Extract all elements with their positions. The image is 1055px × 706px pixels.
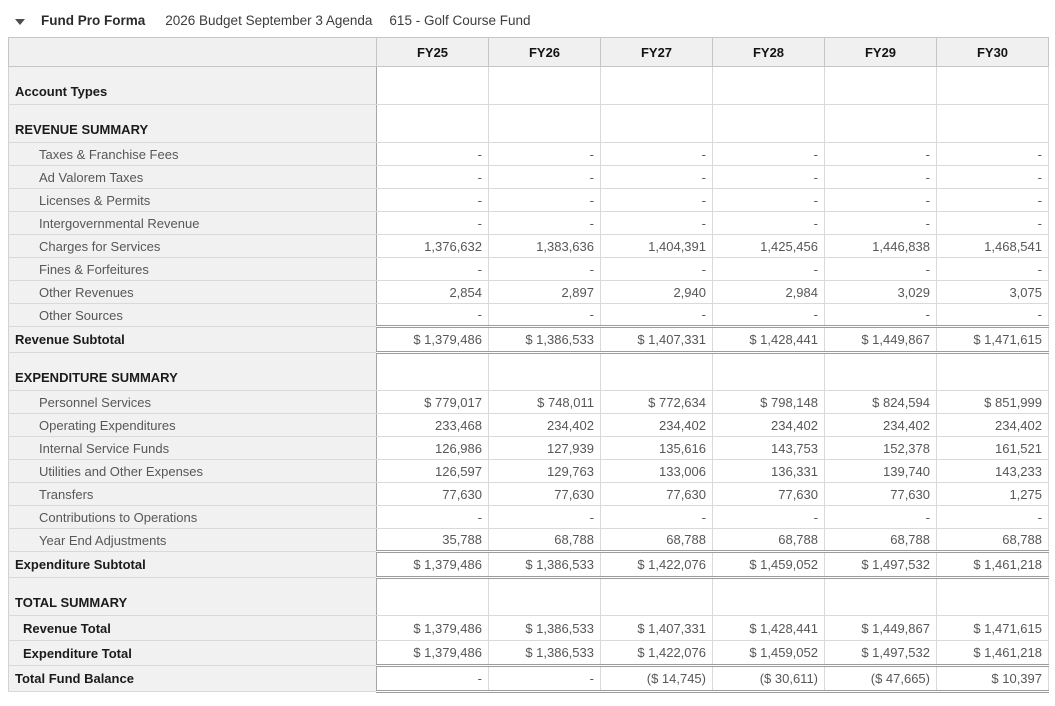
value-cell: 133,006	[601, 460, 713, 483]
value-cell: -	[937, 212, 1049, 235]
value-cell	[601, 105, 713, 143]
value-cell	[713, 67, 825, 105]
table-header	[9, 38, 1049, 67]
value-cell: $ 1,461,218	[937, 641, 1049, 666]
value-cell: -	[713, 258, 825, 281]
value-cell	[825, 578, 937, 616]
value-cell: 139,740	[825, 460, 937, 483]
value-cell: 2,897	[489, 281, 601, 304]
value-cell: 1,383,636	[489, 235, 601, 258]
value-cell: -	[601, 506, 713, 529]
value-cell: 1,376,632	[377, 235, 489, 258]
value-cell: -	[601, 258, 713, 281]
row-label: Charges for Services	[9, 235, 377, 258]
value-cell	[937, 578, 1049, 616]
value-cell: -	[713, 143, 825, 166]
fiscal-year-column-header: FY30	[937, 38, 1049, 67]
value-cell: 161,521	[937, 437, 1049, 460]
value-cell: 68,788	[937, 529, 1049, 552]
row-label: Other Revenues	[9, 281, 377, 304]
value-cell: 68,788	[825, 529, 937, 552]
table-row	[9, 641, 1049, 666]
value-cell: 2,984	[713, 281, 825, 304]
value-cell: -	[825, 258, 937, 281]
value-cell: $ 1,459,052	[713, 552, 825, 578]
value-cell: 234,402	[489, 414, 601, 437]
value-cell: -	[489, 212, 601, 235]
value-cell: -	[825, 506, 937, 529]
table-row	[9, 189, 1049, 212]
row-label: Transfers	[9, 483, 377, 506]
value-cell	[825, 353, 937, 391]
value-cell: 1,275	[937, 483, 1049, 506]
pro-forma-table	[8, 37, 1049, 693]
value-cell	[601, 353, 713, 391]
value-cell: $ 1,471,615	[937, 327, 1049, 353]
row-label: Internal Service Funds	[9, 437, 377, 460]
value-cell: -	[377, 304, 489, 327]
row-label: Expenditure Total	[9, 641, 377, 666]
value-cell: -	[601, 304, 713, 327]
value-cell: -	[489, 258, 601, 281]
value-cell: $ 1,449,867	[825, 327, 937, 353]
value-cell	[825, 67, 937, 105]
value-cell	[713, 353, 825, 391]
value-cell: -	[825, 189, 937, 212]
value-cell: -	[377, 189, 489, 212]
value-cell: -	[825, 304, 937, 327]
value-cell: -	[713, 304, 825, 327]
fiscal-year-column-header: FY29	[825, 38, 937, 67]
table-row	[9, 391, 1049, 414]
value-cell: -	[601, 189, 713, 212]
value-cell: 1,468,541	[937, 235, 1049, 258]
table-row	[9, 258, 1049, 281]
row-label: Year End Adjustments	[9, 529, 377, 552]
value-cell: $ 1,407,331	[601, 327, 713, 353]
value-cell: 77,630	[825, 483, 937, 506]
value-cell: -	[825, 166, 937, 189]
value-cell: -	[937, 506, 1049, 529]
value-cell: 126,986	[377, 437, 489, 460]
value-cell: 129,763	[489, 460, 601, 483]
value-cell: 3,075	[937, 281, 1049, 304]
table-row	[9, 67, 1049, 105]
row-label: Revenue Subtotal	[9, 327, 377, 353]
table-row	[9, 304, 1049, 327]
value-cell: -	[713, 212, 825, 235]
value-cell: -	[601, 166, 713, 189]
value-cell: 126,597	[377, 460, 489, 483]
value-cell	[937, 67, 1049, 105]
table-row	[9, 529, 1049, 552]
table-row	[9, 460, 1049, 483]
row-label: Utilities and Other Expenses	[9, 460, 377, 483]
value-cell: -	[825, 212, 937, 235]
value-cell: 135,616	[601, 437, 713, 460]
value-cell: -	[489, 304, 601, 327]
row-label: Fines & Forfeitures	[9, 258, 377, 281]
value-cell: $ 1,386,533	[489, 616, 601, 641]
table-row	[9, 616, 1049, 641]
report-header	[0, 0, 1055, 37]
row-label: Ad Valorem Taxes	[9, 166, 377, 189]
row-label: Personnel Services	[9, 391, 377, 414]
fund-name-label: 615 - Golf Course Fund	[389, 13, 531, 28]
value-cell: 77,630	[489, 483, 601, 506]
table-row	[9, 212, 1049, 235]
value-cell: 68,788	[601, 529, 713, 552]
value-cell: -	[489, 666, 601, 692]
fiscal-year-column-header: FY26	[489, 38, 601, 67]
value-cell: 1,425,456	[713, 235, 825, 258]
value-cell: $ 1,428,441	[713, 327, 825, 353]
value-cell: ($ 30,611)	[713, 666, 825, 692]
table-row	[9, 666, 1049, 692]
table-row	[9, 552, 1049, 578]
value-cell	[825, 105, 937, 143]
value-cell: $ 10,397	[937, 666, 1049, 692]
value-cell: 152,378	[825, 437, 937, 460]
table-row	[9, 166, 1049, 189]
value-cell: 68,788	[489, 529, 601, 552]
fiscal-year-column-header: FY25	[377, 38, 489, 67]
table-row	[9, 353, 1049, 391]
value-cell: $ 1,379,486	[377, 641, 489, 666]
value-cell: -	[713, 506, 825, 529]
table-body	[9, 67, 1049, 692]
value-cell: -	[489, 166, 601, 189]
value-cell	[377, 353, 489, 391]
value-cell: $ 1,379,486	[377, 616, 489, 641]
value-cell: 143,233	[937, 460, 1049, 483]
table-row	[9, 281, 1049, 304]
value-cell: 68,788	[713, 529, 825, 552]
value-cell: 1,404,391	[601, 235, 713, 258]
account-column-header	[9, 38, 377, 67]
row-label: Taxes & Franchise Fees	[9, 143, 377, 166]
value-cell: $ 1,461,218	[937, 552, 1049, 578]
value-cell: ($ 47,665)	[825, 666, 937, 692]
value-cell: -	[377, 666, 489, 692]
value-cell: $ 824,594	[825, 391, 937, 414]
table-row	[9, 578, 1049, 616]
row-label: Contributions to Operations	[9, 506, 377, 529]
value-cell: 2,854	[377, 281, 489, 304]
row-label: Licenses & Permits	[9, 189, 377, 212]
value-cell: $ 1,407,331	[601, 616, 713, 641]
value-cell	[377, 578, 489, 616]
value-cell: 234,402	[937, 414, 1049, 437]
value-cell: 234,402	[713, 414, 825, 437]
value-cell: 136,331	[713, 460, 825, 483]
value-cell: 77,630	[377, 483, 489, 506]
value-cell: 234,402	[601, 414, 713, 437]
table-row	[9, 414, 1049, 437]
value-cell: -	[489, 143, 601, 166]
table-row	[9, 483, 1049, 506]
value-cell: 77,630	[713, 483, 825, 506]
table-row	[9, 506, 1049, 529]
value-cell: $ 1,379,486	[377, 552, 489, 578]
value-cell: -	[601, 143, 713, 166]
value-cell	[601, 67, 713, 105]
fiscal-year-column-header: FY28	[713, 38, 825, 67]
value-cell	[489, 105, 601, 143]
value-cell: $ 1,379,486	[377, 327, 489, 353]
row-label: Intergovernmental Revenue	[9, 212, 377, 235]
value-cell: 233,468	[377, 414, 489, 437]
value-cell	[489, 578, 601, 616]
row-label: TOTAL SUMMARY	[9, 578, 377, 616]
value-cell	[489, 353, 601, 391]
value-cell: $ 772,634	[601, 391, 713, 414]
table-row	[9, 327, 1049, 353]
value-cell: -	[377, 166, 489, 189]
value-cell: -	[825, 143, 937, 166]
collapse-triangle-icon[interactable]	[15, 19, 25, 25]
value-cell: 143,753	[713, 437, 825, 460]
table-row	[9, 437, 1049, 460]
value-cell: $ 748,011	[489, 391, 601, 414]
value-cell: -	[601, 212, 713, 235]
value-cell	[937, 105, 1049, 143]
value-cell: $ 1,386,533	[489, 641, 601, 666]
value-cell: -	[377, 258, 489, 281]
value-cell: -	[377, 143, 489, 166]
row-label: Total Fund Balance	[9, 666, 377, 692]
value-cell: $ 1,428,441	[713, 616, 825, 641]
value-cell: -	[937, 166, 1049, 189]
table-row	[9, 143, 1049, 166]
value-cell	[377, 67, 489, 105]
value-cell: $ 1,459,052	[713, 641, 825, 666]
row-label: Expenditure Subtotal	[9, 552, 377, 578]
row-label: Account Types	[9, 67, 377, 105]
value-cell	[713, 105, 825, 143]
value-cell: 77,630	[601, 483, 713, 506]
value-cell: -	[489, 506, 601, 529]
value-cell: 234,402	[825, 414, 937, 437]
value-cell: $ 1,386,533	[489, 327, 601, 353]
budget-context-label: 2026 Budget September 3 Agenda	[165, 13, 373, 28]
value-cell: -	[937, 189, 1049, 212]
value-cell: $ 1,471,615	[937, 616, 1049, 641]
value-cell: $ 1,422,076	[601, 641, 713, 666]
value-cell: $ 1,422,076	[601, 552, 713, 578]
row-label: Revenue Total	[9, 616, 377, 641]
value-cell: $ 851,999	[937, 391, 1049, 414]
value-cell: $ 779,017	[377, 391, 489, 414]
value-cell	[377, 105, 489, 143]
value-cell: 1,446,838	[825, 235, 937, 258]
value-cell: 3,029	[825, 281, 937, 304]
row-label: Operating Expenditures	[9, 414, 377, 437]
value-cell: -	[713, 189, 825, 212]
value-cell: $ 1,449,867	[825, 616, 937, 641]
value-cell: $ 1,386,533	[489, 552, 601, 578]
value-cell	[937, 353, 1049, 391]
value-cell	[601, 578, 713, 616]
value-cell: $ 1,497,532	[825, 552, 937, 578]
value-cell: -	[937, 143, 1049, 166]
value-cell: -	[937, 304, 1049, 327]
row-label: REVENUE SUMMARY	[9, 105, 377, 143]
value-cell: ($ 14,745)	[601, 666, 713, 692]
table-row	[9, 235, 1049, 258]
value-cell: -	[489, 189, 601, 212]
value-cell: -	[377, 212, 489, 235]
value-cell: 2,940	[601, 281, 713, 304]
value-cell: -	[937, 258, 1049, 281]
page-title: Fund Pro Forma	[41, 13, 146, 28]
row-label: Other Sources	[9, 304, 377, 327]
header-row	[9, 38, 1049, 67]
fiscal-year-column-header: FY27	[601, 38, 713, 67]
value-cell: -	[713, 166, 825, 189]
row-label: EXPENDITURE SUMMARY	[9, 353, 377, 391]
value-cell: -	[377, 506, 489, 529]
value-cell	[713, 578, 825, 616]
value-cell: $ 798,148	[713, 391, 825, 414]
table-row	[9, 105, 1049, 143]
value-cell: 127,939	[489, 437, 601, 460]
value-cell: 35,788	[377, 529, 489, 552]
value-cell	[489, 67, 601, 105]
value-cell: $ 1,497,532	[825, 641, 937, 666]
